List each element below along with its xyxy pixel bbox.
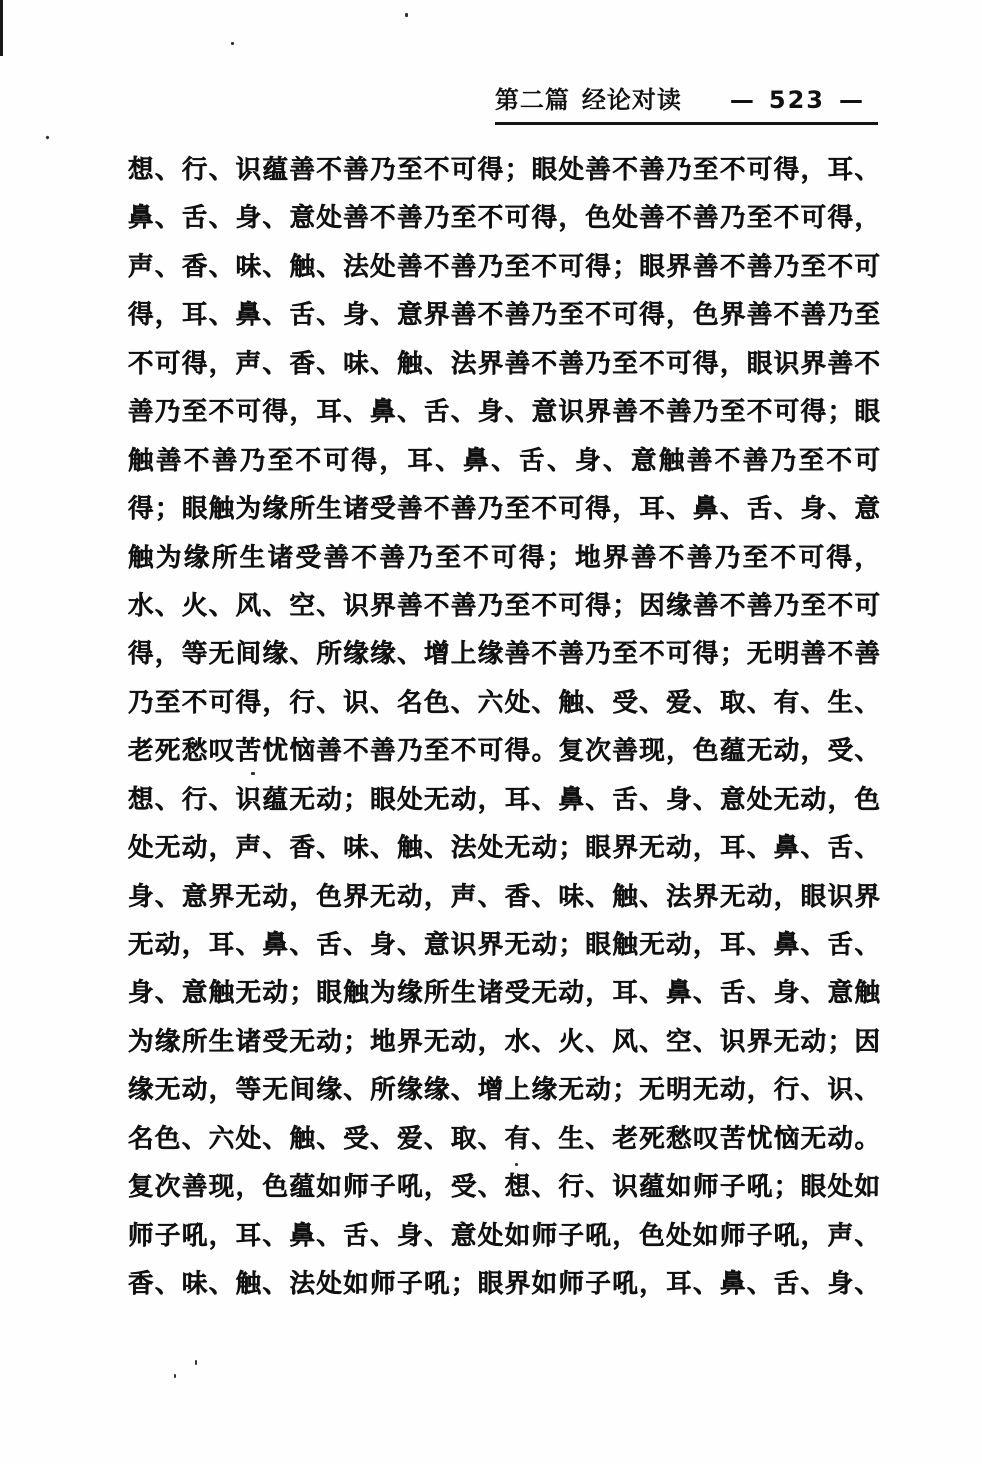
- text-line: 身、意界无动，色界无动，声、香、味、触、法界无动，眼识界: [128, 881, 880, 912]
- text-line: 触为缘所生诸受善不善乃至不可得；地界善不善乃至不可得，: [128, 542, 880, 573]
- text-line: 鼻、舌、身、意处善不善乃至不可得，色处善不善乃至不可得，: [128, 203, 880, 234]
- text-line: 名色、六处、触、受、爱、取、有、生、老死愁叹苦忧恼无动。: [128, 1123, 880, 1154]
- text-line: 无动，耳、鼻、舌、身、意识界无动；眼触无动，耳、鼻、舌、: [128, 930, 880, 960]
- page-number-dash-right: —: [839, 86, 864, 114]
- body-text-block: [128, 146, 880, 1309]
- text-line: 水、火、风、空、识界善不善乃至不可得；因缘善不善乃至不可: [128, 590, 880, 621]
- text-line: 老死愁叹苦忧恼善不善乃至不可得。复次善现，色蕴无动，受、: [128, 736, 880, 767]
- scan-speckle: [45, 135, 49, 139]
- text-line: 得，等无间缘、所缘缘、增上缘善不善乃至不可得；无明善不善: [128, 639, 880, 670]
- text-line: 为缘所生诸受无动；地界无动，水、火、风、空、识界无动；因: [128, 1026, 880, 1057]
- scan-speckle: [174, 1374, 176, 1378]
- text-line: 得，耳、鼻、舌、身、意界善不善乃至不可得，色界善不善乃至: [128, 300, 880, 331]
- text-line: 不可得，声、香、味、触、法界善不善乃至不可得，眼识界善不: [128, 348, 880, 379]
- text-line: 处无动，声、香、味、触、法处无动；眼界无动，耳、鼻、舌、: [128, 833, 880, 864]
- page-number-dash-left: —: [729, 86, 755, 114]
- text-line: 触善不善乃至不可得，耳、鼻、舌、身、意触善不善乃至不可: [128, 445, 880, 476]
- text-line: 得；眼触为缘所生诸受善不善乃至不可得，耳、鼻、舌、身、意: [128, 494, 880, 525]
- running-header: [495, 80, 878, 125]
- scan-speckle: [195, 1360, 197, 1365]
- text-line: 乃至不可得，行、识、名色、六处、触、受、爱、取、有、生、: [128, 687, 880, 718]
- text-line: 想、行、识蕴善不善乃至不可得；眼处善不善乃至不可得，耳、: [128, 155, 880, 185]
- chapter-title: 经论对读: [581, 86, 682, 114]
- scan-speckle: [231, 42, 234, 45]
- page-number: 523: [768, 86, 825, 114]
- text-line: 善乃至不可得，耳、鼻、舌、身、意识界善不善乃至不可得；眼: [128, 397, 880, 428]
- text-line: 师子吼，耳、鼻、舌、身、意处如师子吼，色处如师子吼，声、: [128, 1220, 880, 1251]
- text-line: 声、香、味、触、法处善不善乃至不可得；眼界善不善乃至不可: [128, 251, 880, 282]
- scan-speckle: [405, 13, 408, 17]
- text-line: 身、意触无动；眼触为缘所生诸受无动，耳、鼻、舌、身、意触: [128, 978, 880, 1009]
- text-line: 复次善现，色蕴如师子吼，受、想、行、识蕴如师子吼；眼处如: [128, 1172, 880, 1203]
- text-line: 想、行、识蕴无动；眼处无动，耳、鼻、舌、身、意处无动，色: [128, 784, 880, 815]
- scan-edge-artifact: [0, 0, 3, 56]
- section-label: 第二篇: [494, 86, 570, 114]
- text-line: 缘无动，等无间缘、所缘缘、增上缘无动；无明无动，行、识、: [128, 1075, 880, 1106]
- text-line: 香、味、触、法处如师子吼；眼界如师子吼，耳、鼻、舌、身、: [128, 1269, 880, 1300]
